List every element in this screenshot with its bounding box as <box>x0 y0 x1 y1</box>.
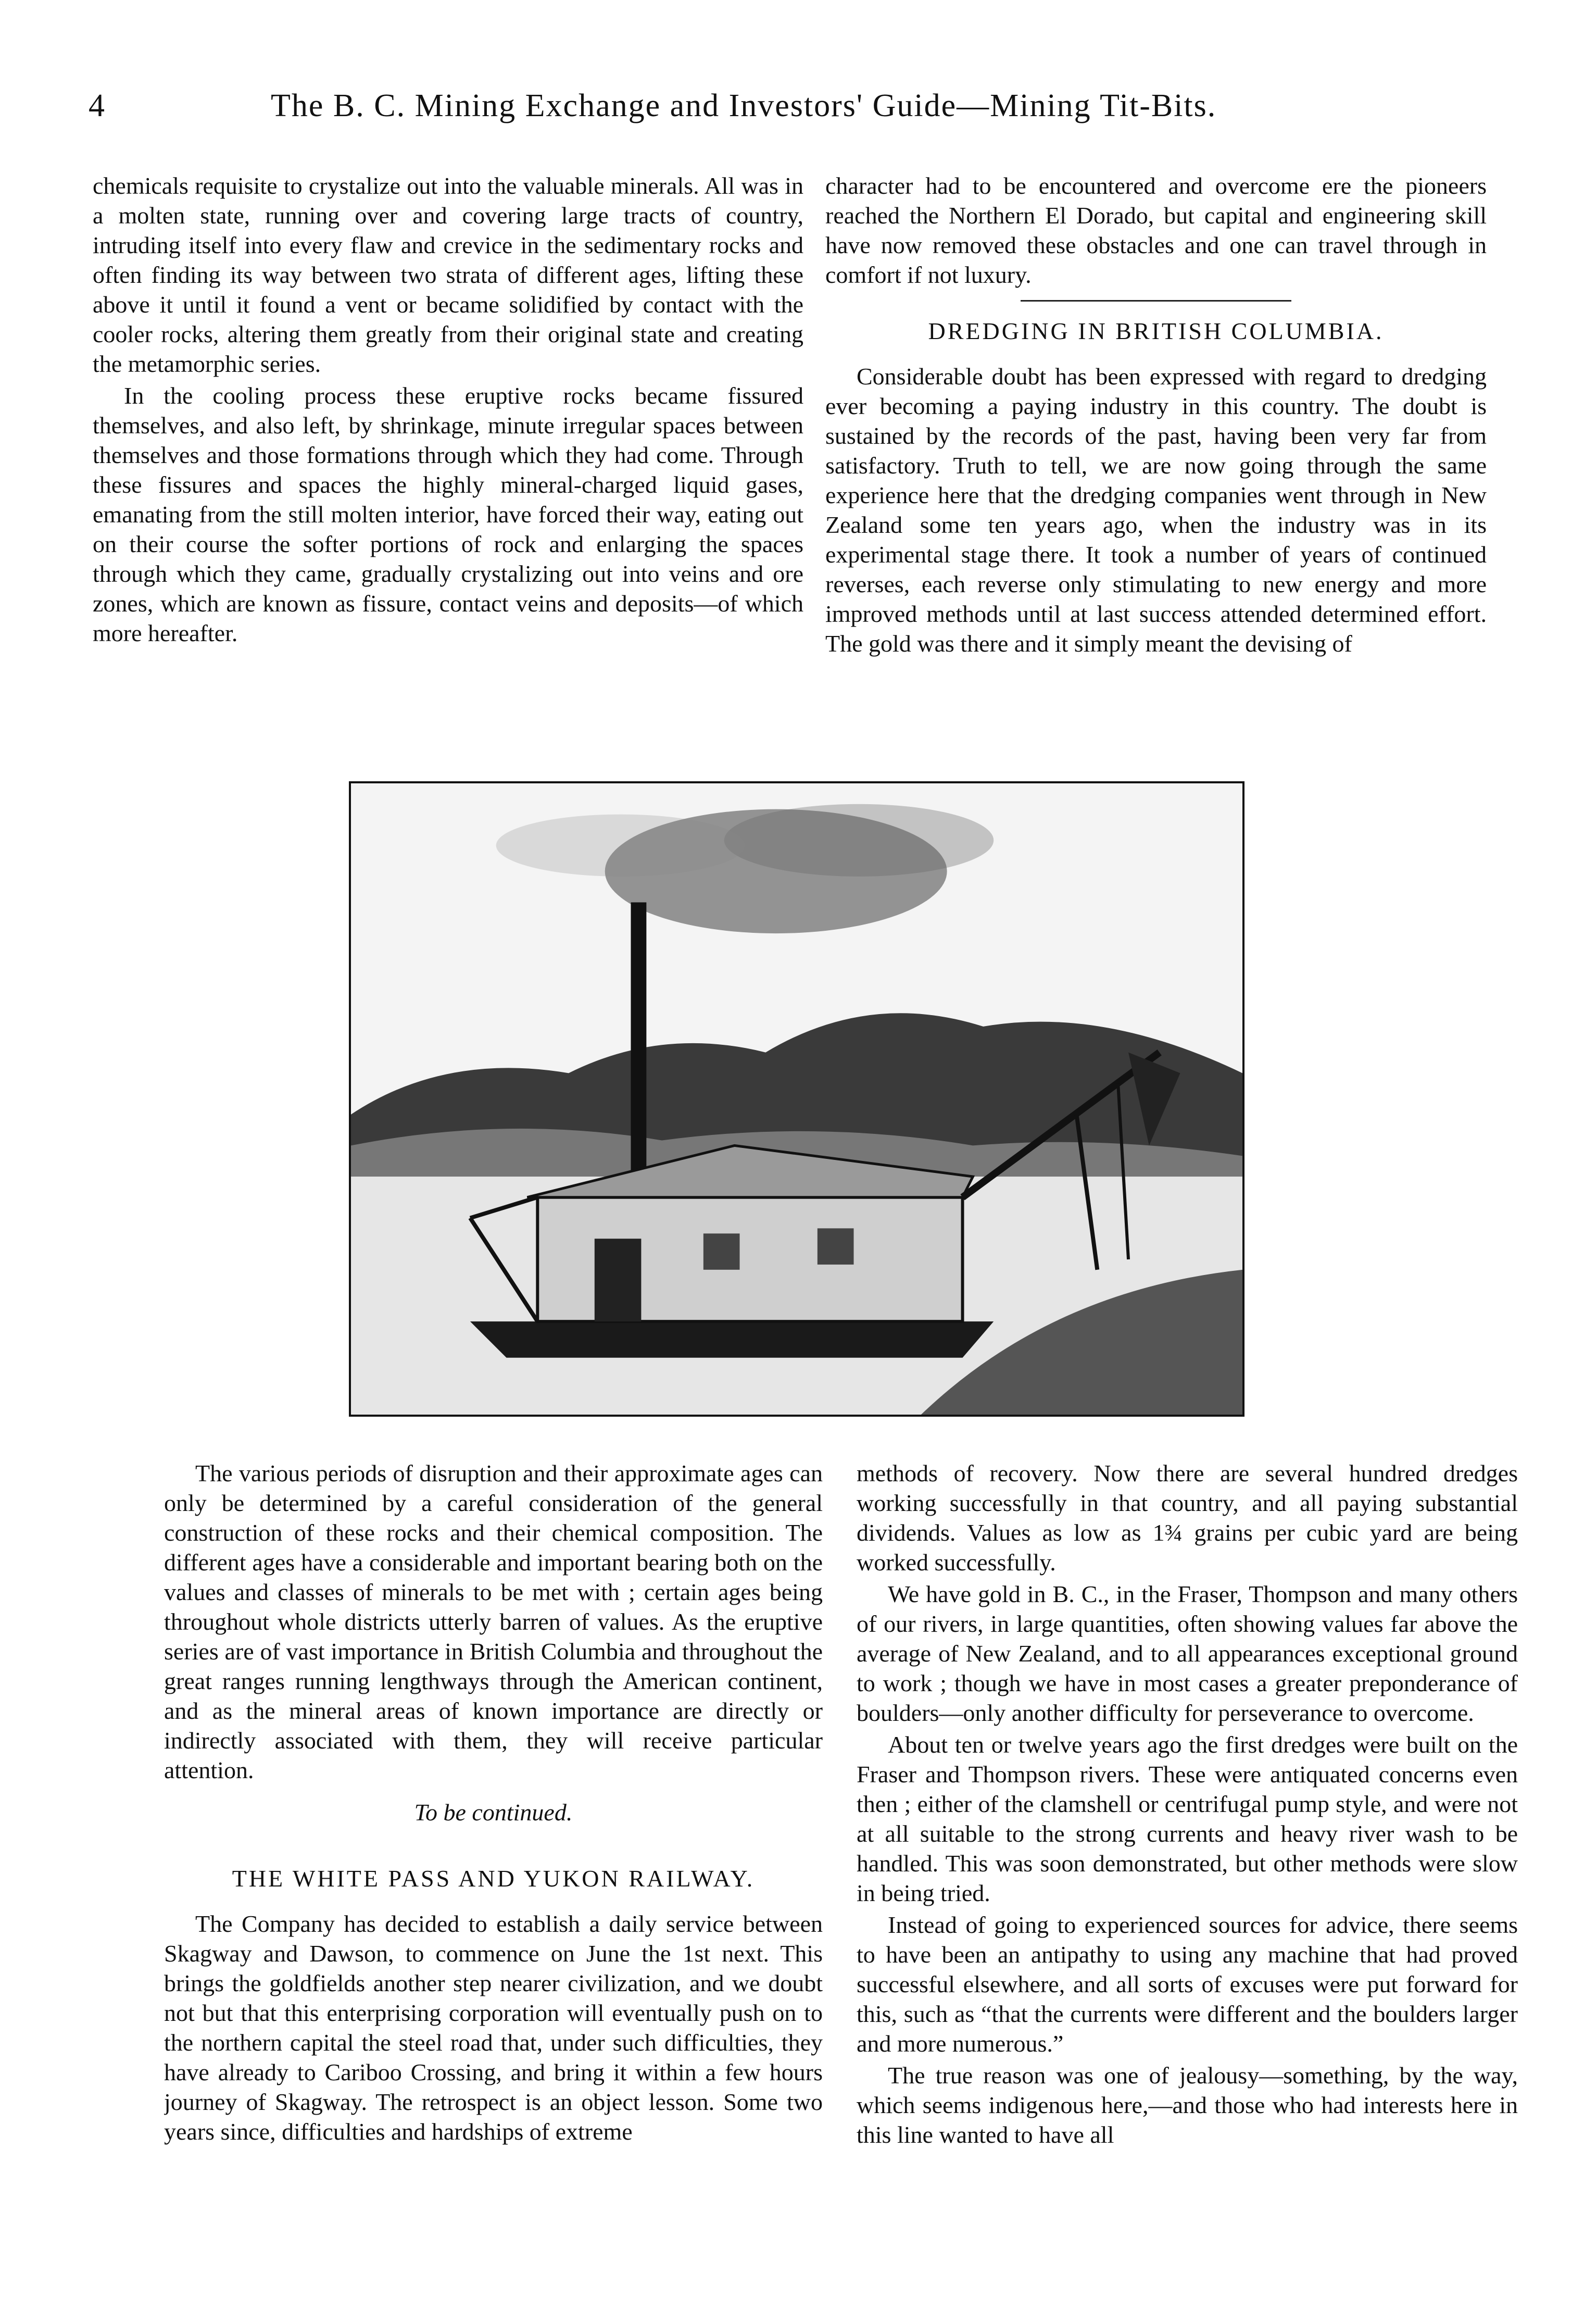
paragraph: The Company has decided to establish a daily service between Skagway and Dawson, to commence on June the 1st next. This brings the goldfields another step nearer civilization, and we doubt not but that this enterprising corporation will eventually push on to the northern capital the steel road that, under such difficulties, they have already to Cariboo Crossing, and bring it within a few hours journey of Skagway. The retrospect is an object lesson. Some two years since, difficulties and hardships of extreme <box>164 1910 823 2145</box>
paragraph: Instead of going to experienced sources for advice, there seems to have been an antipathy to using any machine that had proved successful elsewhere, and all sorts of excuses were put forward for this, such as “that the currents were different and the boulders larger and more numerous.” <box>857 1911 1518 2057</box>
running-title: The B. C. Mining Exchange and Investors' Guide—Mining Tit-Bits. <box>271 88 1217 123</box>
right-column-bottom <box>857 1458 1518 2292</box>
cabin-window <box>818 1228 854 1265</box>
right-column-top <box>825 171 1487 754</box>
paragraph: chemicals requisite to crystalize out into the valuable minerals. All was in a molten state, running over and covering large tracts of country, intruding itself into every flaw and crevice in the sedimentary rocks and often finding its way between two strata of different ages, lifting these above it until it found a vent or became solidified by contact with the cooler rocks, altering them greatly from their original state and creating the metamorphic series. <box>93 172 803 377</box>
paragraph: About ten or twelve years ago the first dredges were built on the Fraser and Thompson rivers. These were antiquated concerns even then ; either of the clamshell or centrifugal pump style, and were not at all suitable to the strong currents and heavy river wash to be handled. This was soon demonstrated, but other methods were slow in being tried. <box>857 1731 1518 1906</box>
paragraph: methods of recovery. Now there are several hundred dredges working successfully in that country, and all paying substantial dividends. Values as low as 1¾ grains per cubic yard are being worked successfully. <box>857 1460 1518 1576</box>
paragraph: The true reason was one of jealousy—something, by the way, which seems indigenous here,—and those who had interests here in this line wanted to have all <box>857 2062 1518 2148</box>
section-heading-dredging: DREDGING IN BRITISH COLUMBIA. <box>928 318 1384 344</box>
paragraph: The various periods of disruption and their approximate ages can only be determined by a careful consideration of the general construction of these rocks and their chemical composition. The different ages have a considerable and important bearing both on the values and classes of minerals to be met with ; certain ages being throughout whole districts utterly barren of values. As the eruptive series are of vast importance in British Columbia and throughout the great ranges running lengthways through the American continent, and as the mineral areas of known importance are directly or indirectly associated with them, they will receive particular attention. <box>164 1460 823 1783</box>
cabin-window <box>703 1233 740 1270</box>
smoke-cloud <box>496 815 745 877</box>
dredge-illustration <box>349 781 1244 1417</box>
section-divider <box>1021 300 1291 302</box>
to-be-continued: To be continued. <box>414 1799 573 1826</box>
smokestack <box>631 902 646 1192</box>
paragraph: character had to be encountered and overcome ere the pioneers reached the Northern El Dorado, but capital and engineering skill have now removed these obstacles and one can travel through in comfort if not luxury. <box>825 172 1487 288</box>
cabin-door <box>595 1239 642 1321</box>
paragraph: In the cooling process these eruptive rocks became fissured themselves, and also left, by shrinkage, minute irregular spaces between themselves and those formations through which they had come. Through these fissures and spaces the highly mineral-charged liquid gases, emanating from the still molten interior, have forced their way, eating out on their course the softer portions of rock and enlarging the spaces through which they came, gradually crystalizing out into veins and ore zones, which are known as fissure, contact veins and deposits—of which more hereafter. <box>93 382 803 646</box>
paragraph: Considerable doubt has been expressed with regard to dredging ever becoming a paying industry in this country. The doubt is sustained by the records of the past, having been very far from satisfactory. Truth to tell, we are now going through the same experience here that the dredging companies went through in New Zealand some ten years ago, when the industry was in its experimental stage there. It took a number of years of continued reverses, each reverse only stimulating to new energy and more improved methods until at last success attended determined effort. The gold was there and it simply meant the devising of <box>825 363 1487 657</box>
left-column-top <box>93 171 803 754</box>
smoke-cloud <box>724 804 994 877</box>
section-heading-railway: THE WHITE PASS AND YUKON RAILWAY. <box>232 1865 755 1892</box>
dredge-hull <box>470 1321 994 1358</box>
paragraph: We have gold in B. C., in the Fraser, Thompson and many others of our rivers, in large quantities, often showing values far above the average of New Zealand, and to all appearances exceptional ground to work ; though we have in most cases a greater preponderance of boulders—only another difficulty for perseverance to overcome. <box>857 1581 1518 1726</box>
left-column-bottom <box>164 1458 823 2292</box>
page-header <box>89 88 1494 140</box>
dredge-drawing <box>351 783 1242 1415</box>
page-number: 4 <box>89 88 105 123</box>
